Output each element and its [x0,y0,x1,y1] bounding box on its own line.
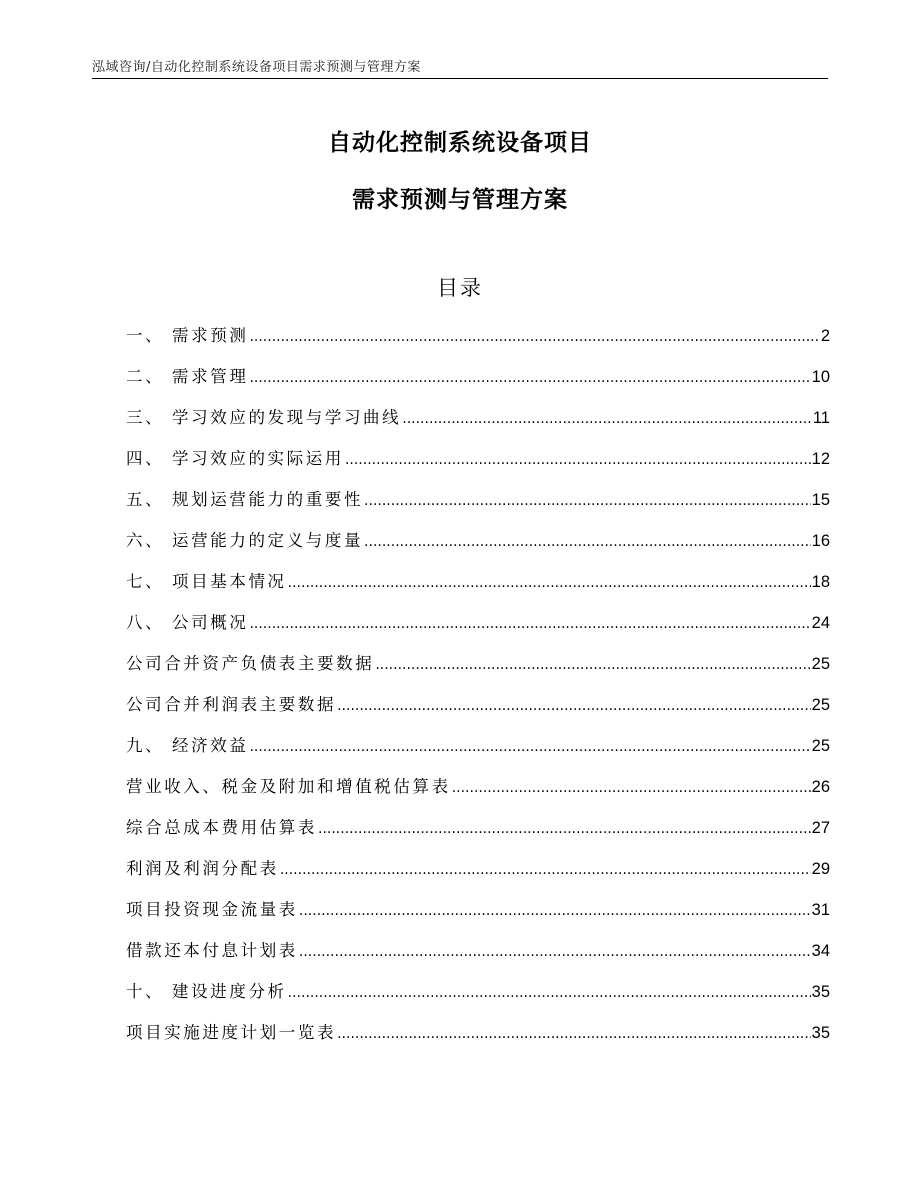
toc-leader-dots [345,452,811,468]
toc-entry[interactable] [126,773,830,814]
toc-entry[interactable] [126,322,830,363]
toc-leader-dots [452,780,811,796]
toc-leader-dots [402,411,812,427]
toc-entry[interactable] [126,691,830,732]
toc-entry-label: 借款还本付息计划表 [126,941,298,960]
toc-entry[interactable] [126,404,830,445]
toc-entry-label: 项目实施进度计划一览表 [126,1023,337,1042]
toc-entry-page: 25 [811,737,830,755]
running-header: 泓域咨询/自动化控制系统设备项目需求预测与管理方案 [92,60,421,75]
toc-entry-page: 15 [811,491,830,509]
toc-entry-page: 10 [811,368,830,386]
toc-entry[interactable] [126,732,830,773]
toc-entry[interactable] [126,855,830,896]
toc-entry-page: 2 [820,327,830,345]
toc-entry-page: 29 [811,860,830,878]
toc-entry-page: 34 [811,942,830,960]
toc-entry[interactable] [126,445,830,486]
toc-entry-page: 35 [811,1024,830,1042]
toc-entry[interactable] [126,363,830,404]
toc-entry-label: 十、 建设进度分析 [126,982,287,1001]
toc-entry-page: 25 [811,696,830,714]
toc-entry[interactable] [126,937,830,978]
toc-entry-page: 26 [811,778,830,796]
toc-leader-dots [337,1026,811,1042]
toc-leader-dots [249,370,810,386]
toc-entry-page: 25 [811,655,830,673]
toc-entry[interactable] [126,486,830,527]
toc-entry[interactable] [126,814,830,855]
toc-heading: 目录 [437,276,483,300]
toc-entry-page: 11 [812,409,830,427]
toc-entry-label: 营业收入、税金及附加和增值税估算表 [126,777,451,796]
document-title-line-2: 需求预测与管理方案 [352,187,568,213]
toc-entry[interactable] [126,568,830,609]
toc-entry-page: 31 [811,901,830,919]
header-divider [92,78,828,79]
toc-entry[interactable] [126,1019,830,1060]
toc-leader-dots [318,821,811,837]
toc-entry-label: 八、 公司概况 [126,613,249,632]
document-title-line-1: 自动化控制系统设备项目 [328,130,592,156]
toc-leader-dots [288,575,811,591]
toc-leader-dots [337,698,811,714]
toc-entry[interactable] [126,978,830,1019]
toc-leader-dots [249,739,810,755]
toc-entry-label: 五、 规划运营能力的重要性 [126,490,364,509]
table-of-contents [126,322,830,1060]
toc-entry-label: 公司合并利润表主要数据 [126,695,337,714]
toc-leader-dots [249,329,819,345]
toc-entry-page: 16 [811,532,830,550]
toc-entry-label: 三、 学习效应的发现与学习曲线 [126,408,402,427]
toc-entry-label: 六、 运营能力的定义与度量 [126,531,364,550]
toc-entry[interactable] [126,609,830,650]
toc-entry-label: 一、 需求预测 [126,326,249,345]
toc-entry-label: 项目投资现金流量表 [126,900,298,919]
toc-entry-label: 二、 需求管理 [126,367,249,386]
toc-entry-page: 18 [811,573,830,591]
toc-leader-dots [375,657,810,673]
toc-entry-label: 公司合并资产负债表主要数据 [126,654,375,673]
toc-entry-label: 九、 经济效益 [126,736,249,755]
toc-entry-page: 35 [811,983,830,1001]
toc-entry-page: 24 [811,614,830,632]
toc-leader-dots [364,534,811,550]
toc-entry-label: 利润及利润分配表 [126,859,279,878]
toc-entry[interactable] [126,896,830,937]
toc-leader-dots [364,493,811,509]
toc-entry[interactable] [126,527,830,568]
toc-entry-label: 综合总成本费用估算表 [126,818,317,837]
toc-entry-label: 七、 项目基本情况 [126,572,287,591]
toc-entry-page: 12 [811,450,830,468]
toc-entry-page: 27 [811,819,830,837]
toc-leader-dots [280,862,811,878]
toc-leader-dots [249,616,810,632]
toc-entry[interactable] [126,650,830,691]
toc-leader-dots [299,903,811,919]
toc-leader-dots [299,944,811,960]
toc-leader-dots [288,985,811,1001]
toc-entry-label: 四、 学习效应的实际运用 [126,449,344,468]
